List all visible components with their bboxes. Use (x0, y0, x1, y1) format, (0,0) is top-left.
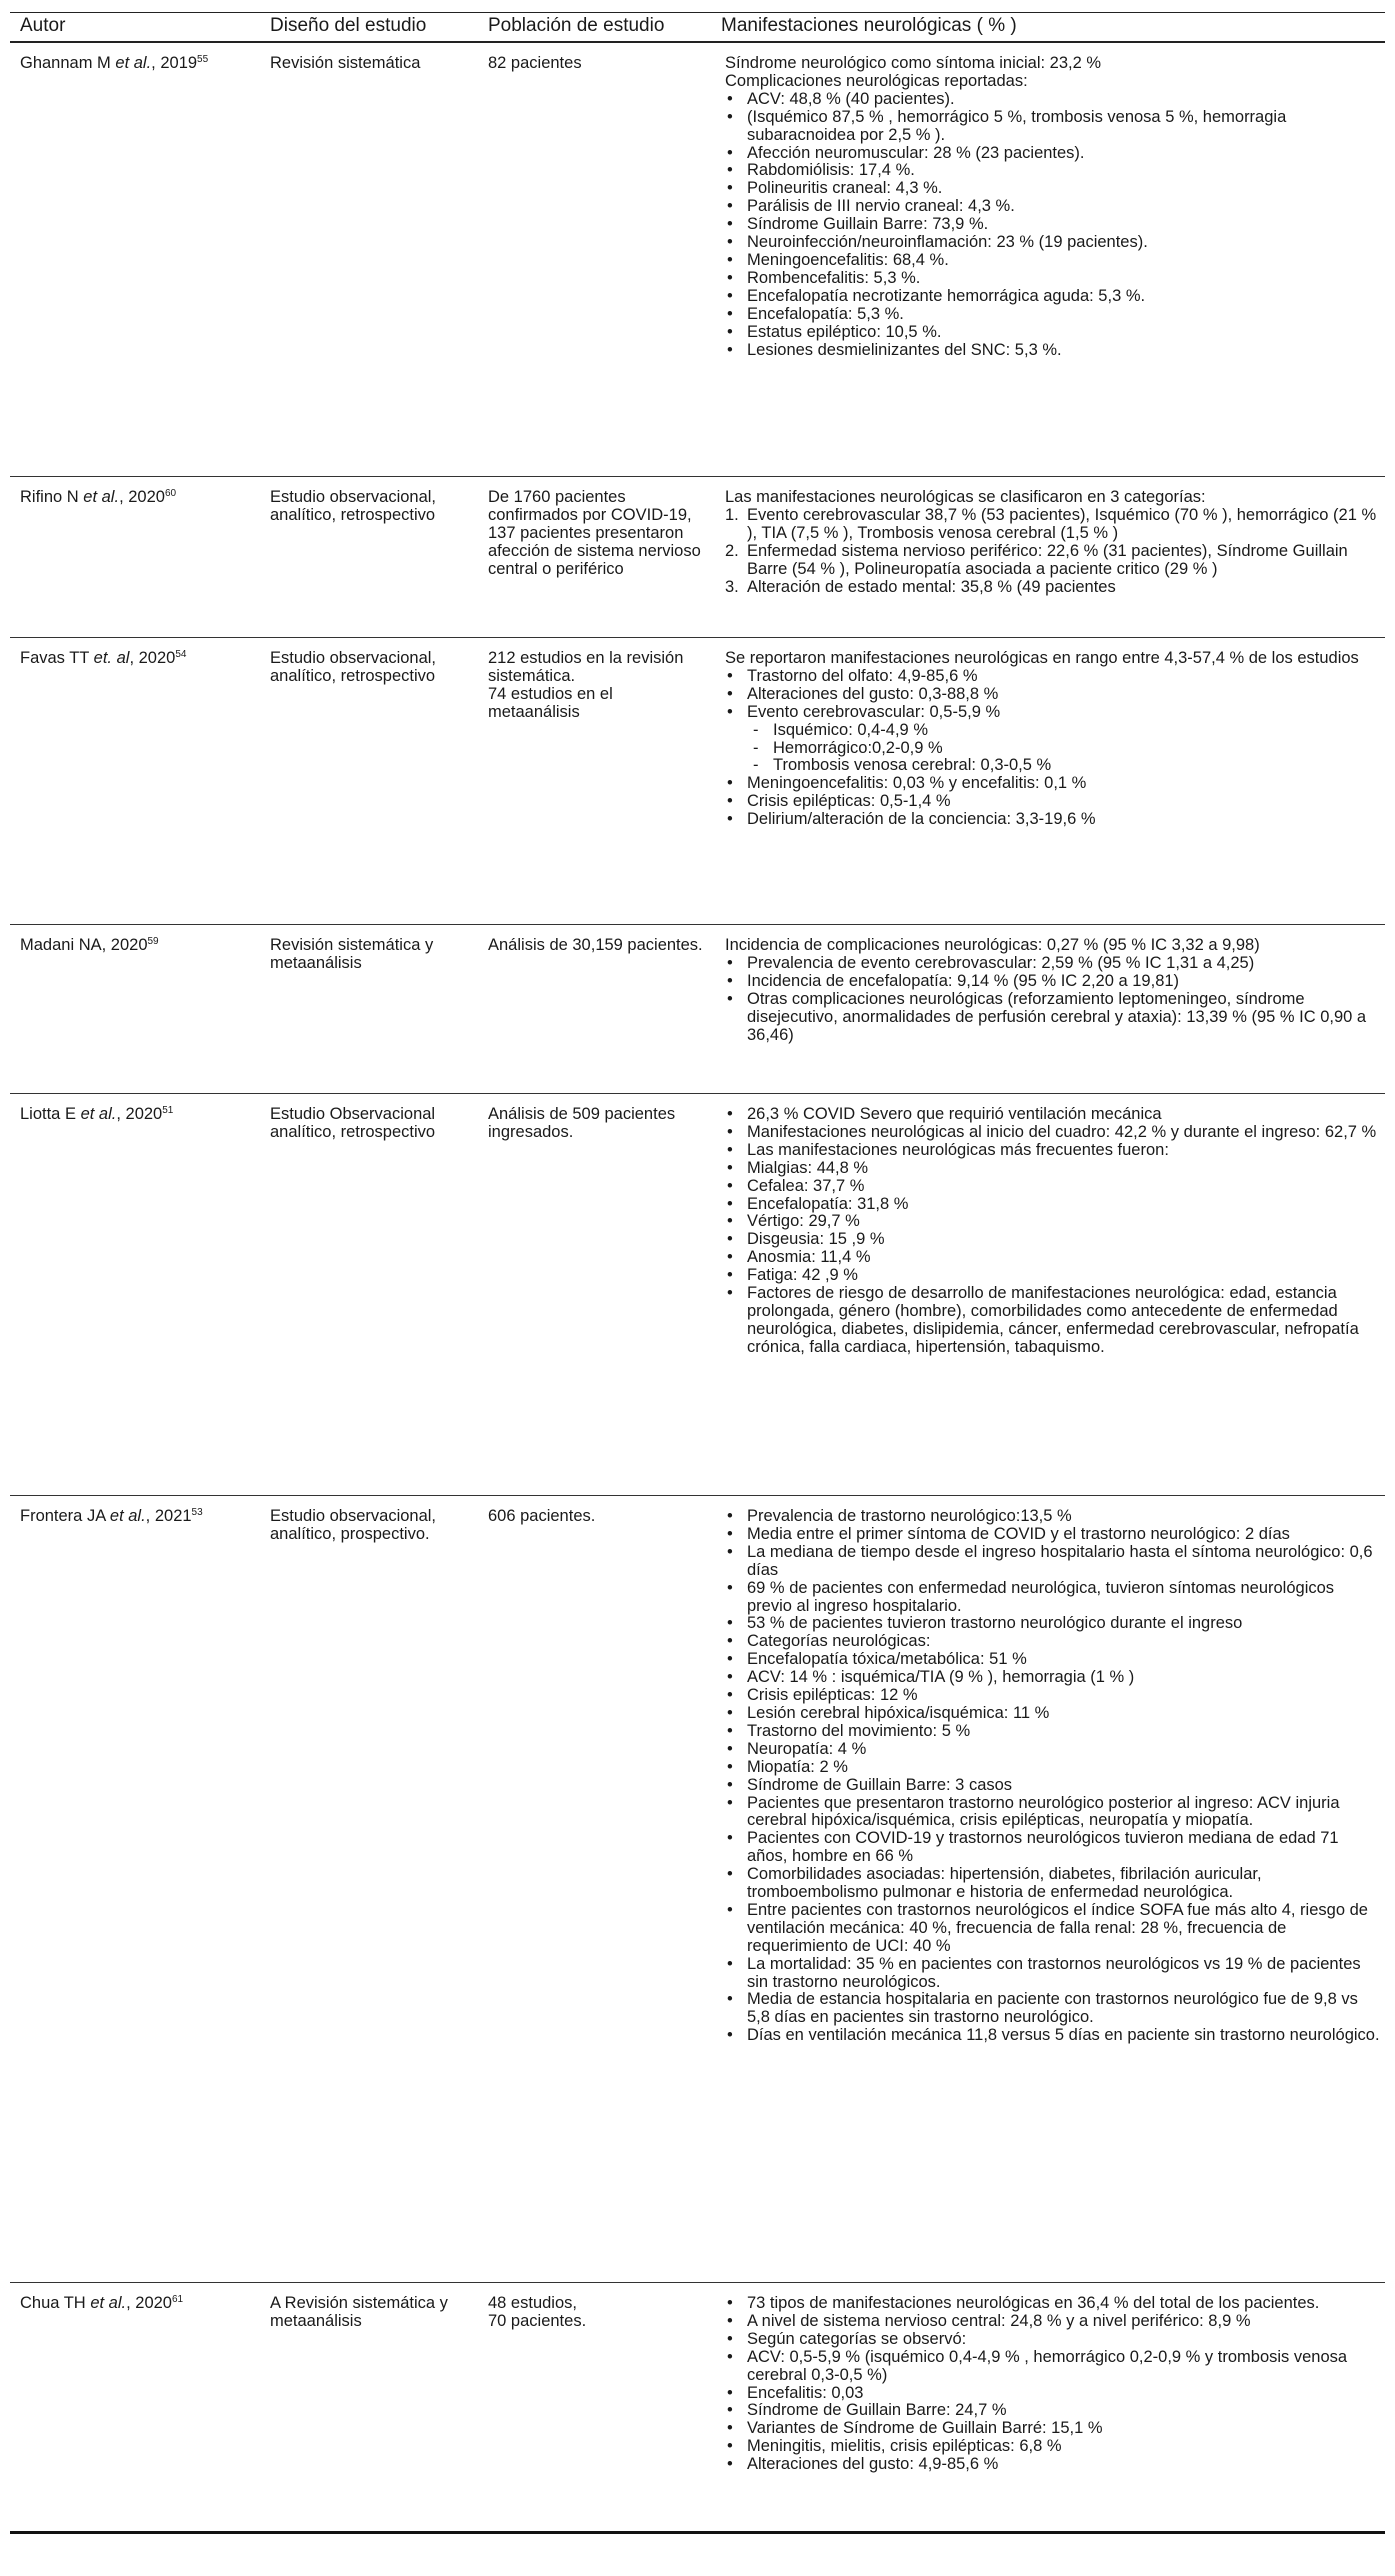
cell-manifestations (711, 477, 1385, 638)
list-item: • Cefalea: 37,7 % (725, 1178, 1381, 1196)
header-manifestaciones: Manifestaciones neurológicas ( % ) (711, 13, 1385, 43)
population-line: 70 pacientes. (488, 2311, 587, 2330)
bullet-list (725, 91, 1381, 360)
table-row (10, 477, 1385, 638)
list-item: • Crisis epilépticas: 0,5-1,4 % (725, 793, 1381, 811)
list-item: • Síndrome de Guillain Barre: 3 casos (725, 1777, 1381, 1795)
list-item: • Media entre el primer síntoma de COVID y el trastorno neurológico: 2 días (725, 1526, 1381, 1544)
header-diseno: Diseño del estudio (260, 13, 478, 43)
cell-population: Análisis de 30,159 pacientes. (478, 925, 711, 1094)
list-item: • Encefalitis: 0,03 (725, 2385, 1381, 2403)
list-item: • Trastorno del movimiento: 5 % (725, 1723, 1381, 1741)
cell-author: Liotta E et al., 2020$^{51}$ (10, 1094, 260, 1496)
list-item: 2. Enfermedad sistema nervioso periférico: 22,6 % (31 pacientes), Síndrome Guillain Barre (54 % ), Polineuropatía asociada a paciente critico (29 % ) (725, 541, 1348, 578)
cell-manifestations (711, 925, 1385, 1094)
list-item: • 53 % de pacientes tuvieron trastorno neurológico durante el ingreso (725, 1615, 1381, 1633)
list-item: • Trastorno del olfato: 4,9-85,6 % (725, 668, 1381, 686)
list-item: • La mortalidad: 35 % en pacientes con trastornos neurológicos vs 19 % de pacientes sin trastorno neurológicos. (725, 1956, 1381, 1992)
cell-design: A Revisión sistemática y metaanálisis (260, 2283, 478, 2533)
list-item: • Variantes de Síndrome de Guillain Barré: 15,1 % (725, 2420, 1381, 2438)
list-item: • ACV: 14 % : isquémica/TIA (9 % ), hemorragia (1 % ) (725, 1669, 1381, 1687)
cell-author: Chua TH et al., 2020$^{61}$ (10, 2283, 260, 2533)
list-item: • Media de estancia hospitalaria en paciente con trastornos neurológico fue de 9,8 vs 5,8 días en pacientes sin trastorno neurológico. (725, 1991, 1381, 2027)
cell-design: Revisión sistemática y metaanálisis (260, 925, 478, 1094)
list-item: • Parálisis de III nervio craneal: 4,3 %. (725, 198, 1381, 216)
cell-population: De 1760 pacientes confirmados por COVID-19, 137 pacientes presentaron afección de sistema nervioso central o periférico (478, 477, 711, 638)
bullet-list (725, 775, 1381, 829)
cell-design: Estudio observacional, analítico, prospectivo. (260, 1496, 478, 2283)
table-wrapper (10, 12, 1385, 2534)
list-item: • Encefalopatía necrotizante hemorrágica aguda: 5,3 %. (725, 288, 1381, 306)
cell-author: Rifino N et al., 2020$^{60}$ (10, 477, 260, 638)
bullet-list (725, 2295, 1381, 2474)
cell-author: Madani NA, 2020$^{59}$ (10, 925, 260, 1094)
cell-manifestations (711, 42, 1385, 477)
header-poblacion: Población de estudio (478, 13, 711, 43)
list-item: - Isquémico: 0,4-4,9 % (747, 722, 1381, 740)
table-row (10, 638, 1385, 925)
table-row (10, 1496, 1385, 2283)
table-row (10, 925, 1385, 1094)
list-item: • Anosmia: 11,4 % (725, 1249, 1381, 1267)
studies-table (10, 12, 1385, 2534)
list-item: • Encefalopatía tóxica/metabólica: 51 % (725, 1651, 1381, 1669)
bullet-list (725, 1508, 1381, 2045)
list-item: • Fatiga: 42 ,9 % (725, 1267, 1381, 1285)
list-item: • Disgeusia: 15 ,9 % (725, 1231, 1381, 1249)
list-item: • ACV: 0,5-5,9 % (isquémico 0,4-4,9 % , hemorrágico 0,2-0,9 % y trombosis venosa cerebral 0,3-0,5 %) (725, 2349, 1381, 2385)
list-item: • Vértigo: 29,7 % (725, 1213, 1381, 1231)
list-item: • Comorbilidades asociadas: hipertensión, diabetes, fibrilación auricular, tromboembolismo pulmonar e historia de enfermedad neurológica. (725, 1866, 1381, 1902)
list-item: • Prevalencia de trastorno neurológico:13,5 % (725, 1508, 1381, 1526)
list-item: • Rombencefalitis: 5,3 %. (725, 270, 1381, 288)
list-item: • Meningoencefalitis: 0,03 % y encefalitis: 0,1 % (725, 775, 1381, 793)
header-autor: Autor (10, 13, 260, 43)
dash-list (747, 722, 1381, 776)
cell-author: Frontera JA et al., 2021$^{53}$ (10, 1496, 260, 2283)
list-item: 3. Alteración de estado mental: 35,8 % (49 pacientes (725, 577, 1116, 596)
list-item: • A nivel de sistema nervioso central: 24,8 % y a nivel periférico: 8,9 % (725, 2313, 1381, 2331)
list-item: • Lesiones desmielinizantes del SNC: 5,3 %. (725, 342, 1381, 360)
list-item: • Crisis epilépticas: 12 % (725, 1687, 1381, 1705)
cell-manifestations (711, 1094, 1385, 1496)
list-item: • Otras complicaciones neurológicas (reforzamiento leptomeningeo, síndrome disejecutivo, anormalidades de perfusión cerebral y ataxia): 13,39 % (95 % IC 0,90 a 36,46) (725, 991, 1381, 1045)
list-item: • 26,3 % COVID Severo que requirió ventilación mecánica (725, 1106, 1381, 1124)
list-item: • Afección neuromuscular: 28 % (23 pacientes). (725, 145, 1381, 163)
list-item: 1. Evento cerebrovascular 38,7 % (53 pacientes), Isquémico (70 % ), hemorrágico (21 % ), TIA (7,5 % ), Trombosis venosa cerebral (1,5 % ) (725, 505, 1377, 542)
list-item: • (Isquémico 87,5 % , hemorrágico 5 %, trombosis venosa 5 %, hemorragia subaracnoidea por 2,5 % ). (725, 109, 1381, 145)
cell-author: Favas TT et. al, 2020$^{54}$ (10, 638, 260, 925)
list-item: • Según categorías se observó: (725, 2331, 1381, 2349)
intro-line: Síndrome neurológico como síntoma inicial: 23,2 % (725, 54, 1102, 72)
list-item: • Miopatía: 2 % (725, 1759, 1381, 1777)
cell-manifestations (711, 638, 1385, 925)
list-item: - Hemorrágico:0,2-0,9 % (747, 740, 1381, 758)
list-item: • Meningoencefalitis: 68,4 %. (725, 252, 1381, 270)
cell-author: Ghannam M et al., 2019$^{55}$ (10, 42, 260, 477)
list-item: • Prevalencia de evento cerebrovascular: 2,59 % (95 % IC 1,31 a 4,25) (725, 955, 1381, 973)
cell-population: 606 pacientes. (478, 1496, 711, 2283)
table-row (10, 42, 1385, 477)
population-line: 212 estudios en la revisión sistemática. (488, 649, 684, 685)
list-item: • Pacientes con COVID-19 y trastornos neurológicos tuvieron mediana de edad 71 años, hombre en 66 % (725, 1830, 1381, 1866)
list-item: • Meningitis, mielitis, crisis epilépticas: 6,8 % (725, 2438, 1381, 2456)
table-row (10, 1094, 1385, 1496)
list-item: - Trombosis venosa cerebral: 0,3-0,5 % (747, 757, 1381, 775)
list-item: • La mediana de tiempo desde el ingreso hospitalario hasta el síntoma neurológico: 0,6 días (725, 1544, 1381, 1580)
population-line: 48 estudios, (488, 2294, 577, 2312)
cell-population (478, 2283, 711, 2533)
cell-design: Revisión sistemática (260, 42, 478, 477)
list-item: • Neuroinfección/neuroinflamación: 23 % (19 pacientes). (725, 234, 1381, 252)
cell-manifestations (711, 1496, 1385, 2283)
list-item: • Factores de riesgo de desarrollo de manifestaciones neurológica: edad, estancia prolongada, género (hombre), comorbilidades como antecedente de enfermedad neurológica, diabetes, dislipidemia, cáncer, enfermedad cerebrovascular, nefropatía crónica, falla cardiaca, hipertensión, tabaquismo. (725, 1285, 1381, 1357)
numbered-list (725, 507, 1381, 597)
intro-line: Complicaciones neurológicas reportadas: (725, 71, 1028, 90)
cell-population: Análisis de 509 pacientes ingresados. (478, 1094, 711, 1496)
bullet-list (725, 668, 1381, 722)
cell-design: Estudio observacional, analítico, retrospectivo (260, 638, 478, 925)
list-item: • Lesión cerebral hipóxica/isquémica: 11 % (725, 1705, 1381, 1723)
list-item: • Mialgias: 44,8 % (725, 1160, 1381, 1178)
cell-design: Estudio observacional, analítico, retrospectivo (260, 477, 478, 638)
intro-line: Las manifestaciones neurológicas se clasificaron en 3 categorías: (725, 488, 1206, 506)
list-item: • Polineuritis craneal: 4,3 %. (725, 180, 1381, 198)
list-item: • Entre pacientes con trastornos neurológicos el índice SOFA fue más alto 4, riesgo de ventilación mecánica: 40 %, frecuencia de falla renal: 28 %, frecuencia de requerimiento de UCI: 40 % (725, 1902, 1381, 1956)
list-item: • Síndrome Guillain Barre: 73,9 %. (725, 216, 1381, 234)
table-row (10, 2283, 1385, 2533)
cell-population (478, 638, 711, 925)
list-item: • Rabdomiólisis: 17,4 %. (725, 162, 1381, 180)
list-item: • ACV: 48,8 % (40 pacientes). (725, 91, 1381, 109)
bullet-list (725, 955, 1381, 1045)
cell-population: 82 pacientes (478, 42, 711, 477)
list-item: • Estatus epiléptico: 10,5 %. (725, 324, 1381, 342)
cell-manifestations (711, 2283, 1385, 2533)
list-item: • Alteraciones del gusto: 0,3-88,8 % (725, 686, 1381, 704)
list-item: • Manifestaciones neurológicas al inicio del cuadro: 42,2 % y durante el ingreso: 62,7 % (725, 1124, 1381, 1142)
intro-line: Incidencia de complicaciones neurológicas: 0,27 % (95 % IC 3,32 a 9,98) (725, 936, 1260, 954)
list-item: • Las manifestaciones neurológicas más frecuentes fueron: (725, 1142, 1381, 1160)
list-item: • 69 % de pacientes con enfermedad neurológica, tuvieron síntomas neurológicos previo al ingreso hospitalario. (725, 1580, 1381, 1616)
list-item: • 73 tipos de manifestaciones neurológicas en 36,4 % del total de los pacientes. (725, 2295, 1381, 2313)
list-item: • Encefalopatía: 5,3 %. (725, 306, 1381, 324)
list-item: • Delirium/alteración de la conciencia: 3,3-19,6 % (725, 811, 1381, 829)
list-item: • Síndrome de Guillain Barre: 24,7 % (725, 2402, 1381, 2420)
list-item: • Alteraciones del gusto: 4,9-85,6 % (725, 2456, 1381, 2474)
table-header-row (10, 13, 1385, 43)
bullet-list (725, 1106, 1381, 1357)
list-item: • Incidencia de encefalopatía: 9,14 % (95 % IC 2,20 a 19,81) (725, 973, 1381, 991)
list-item: • Encefalopatía: 31,8 % (725, 1196, 1381, 1214)
intro-line: Se reportaron manifestaciones neurológicas en rango entre 4,3-57,4 % de los estudios (725, 649, 1359, 667)
list-item: • Días en ventilación mecánica 11,8 versus 5 días en paciente sin trastorno neurológico. (725, 2027, 1381, 2045)
list-item: • Evento cerebrovascular: 0,5-5,9 % (725, 704, 1381, 722)
population-line: 74 estudios en el metaanálisis (488, 684, 613, 721)
list-item: • Neuropatía: 4 % (725, 1741, 1381, 1759)
cell-design: Estudio Observacional analítico, retrospectivo (260, 1094, 478, 1496)
list-item: • Categorías neurológicas: (725, 1633, 1381, 1651)
list-item: • Pacientes que presentaron trastorno neurológico posterior al ingreso: ACV injuria cerebral hipóxica/isquémica, crisis epilépticas, neuropatía y miopatía. (725, 1795, 1381, 1831)
